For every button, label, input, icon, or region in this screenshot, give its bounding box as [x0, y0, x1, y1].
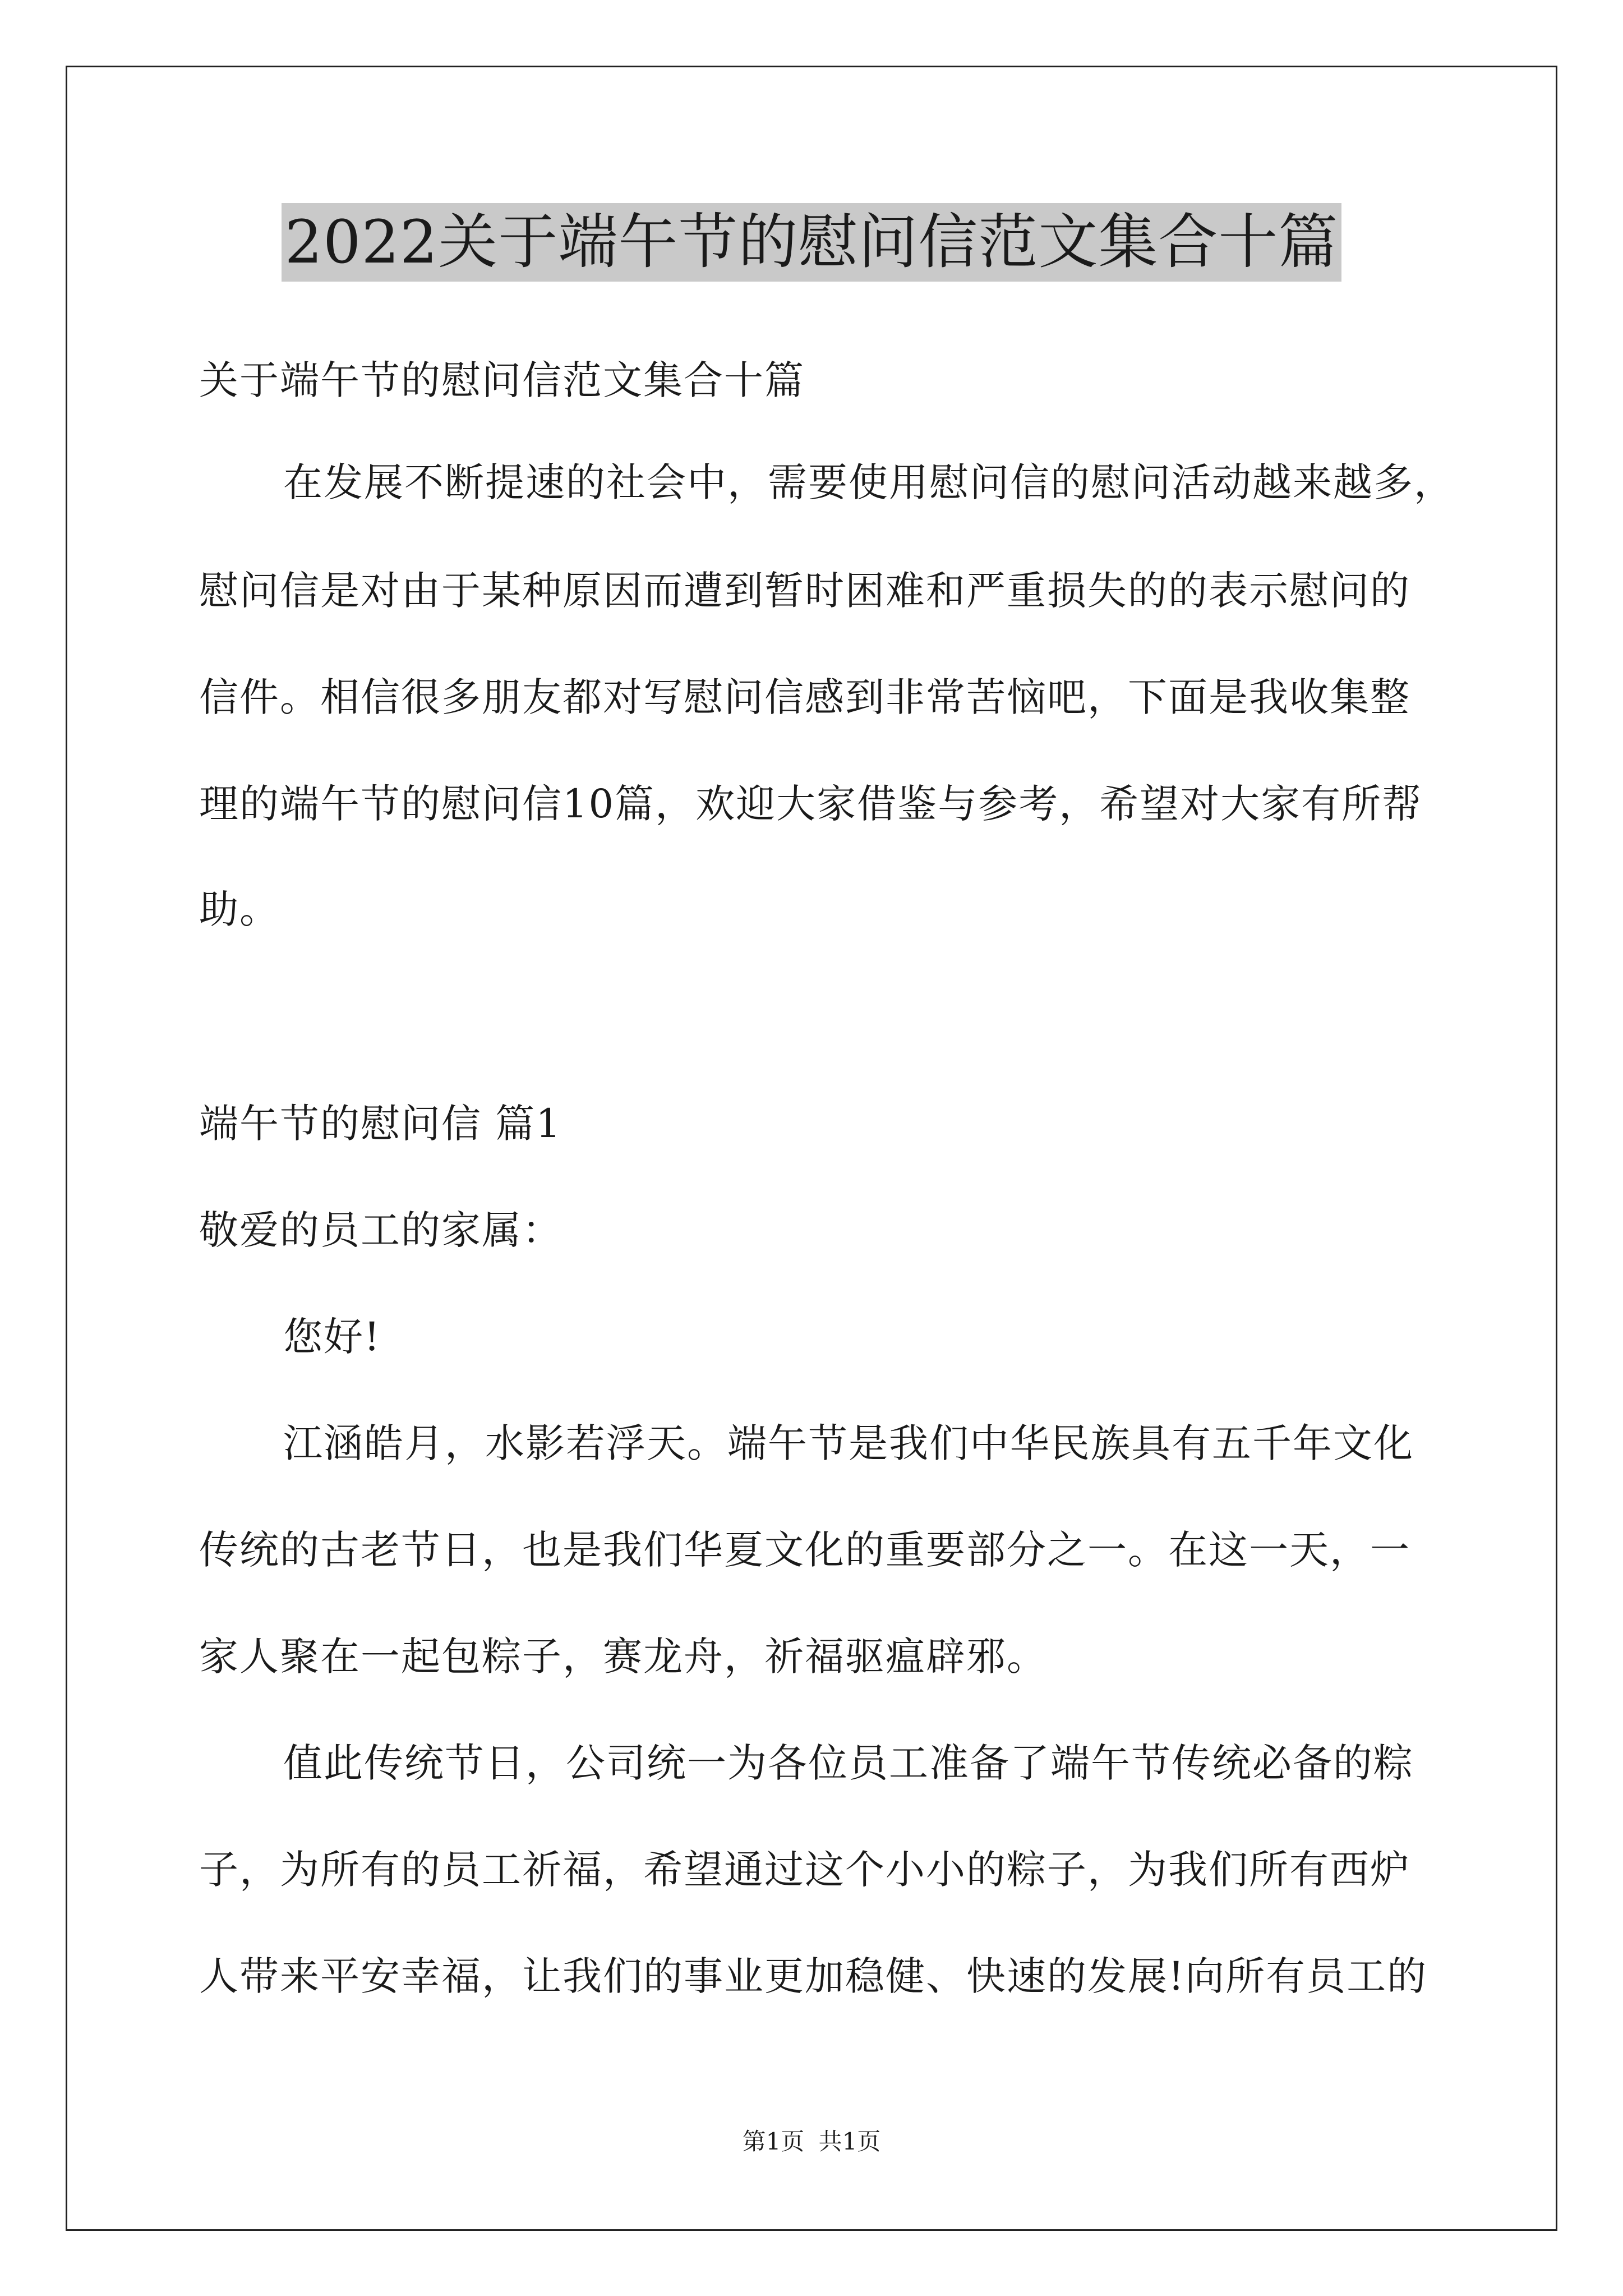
paragraph-line: 人带来平安幸福，让我们的事业更加稳健、快速的发展!向所有员工的: [199, 1953, 1428, 1999]
document-subtitle: 关于端午节的慰问信范文集合十篇: [199, 357, 805, 403]
paragraph-line: 值此传统节日，公司统一为各位员工准备了端午节传统必备的粽: [283, 1740, 1414, 1786]
intro-line: 慰问信是对由于某种原因而遭到暂时困难和严重损失的的表示慰问的: [199, 568, 1410, 614]
page-footer: [0, 2126, 1623, 2157]
paragraph-line: 家人聚在一起包粽子，赛龙舟，祈福驱瘟辟邪。: [199, 1634, 1047, 1680]
paragraph-line: 传统的古老节日，也是我们华夏文化的重要部分之一。在这一天，一: [199, 1527, 1410, 1573]
greeting: 您好!: [283, 1314, 381, 1360]
document-title: 2022关于端午节的慰问信范文集合十篇: [282, 203, 1342, 282]
intro-line: 助。: [199, 886, 280, 932]
section-heading: 端午节的慰问信 篇1: [199, 1101, 562, 1147]
paragraph-line: 子，为所有的员工祈福，希望通过这个小小的粽子，为我们所有西炉: [199, 1847, 1410, 1893]
intro-line: 信件。相信很多朋友都对写慰问信感到非常苦恼吧，下面是我收集整: [199, 674, 1410, 720]
intro-line: 理的端午节的慰问信10篇，欢迎大家借鉴与参考，希望对大家有所帮: [199, 781, 1423, 827]
intro-line: 在发展不断提速的社会中，需要使用慰问信的慰问活动越来越多，: [283, 459, 1454, 505]
total-pages: 共1页: [818, 2128, 881, 2155]
title-container: [0, 203, 1623, 282]
salutation: 敬爱的员工的家属：: [199, 1207, 562, 1253]
paragraph-line: 江涵皓月，水影若浮天。端午节是我们中华民族具有五千年文化: [283, 1420, 1414, 1466]
page-number: 第1页: [742, 2128, 805, 2155]
